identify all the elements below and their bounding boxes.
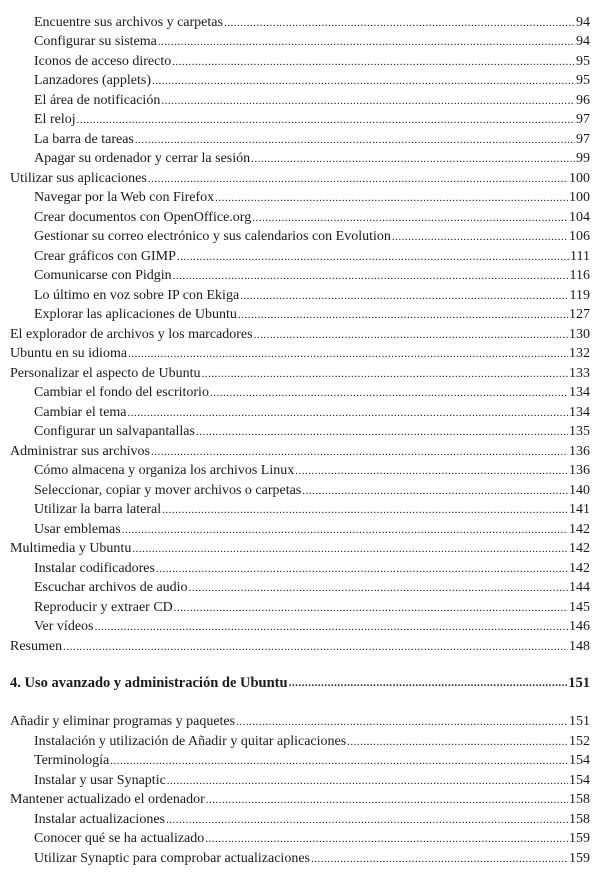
toc-entry-title: Conocer qué se ha actualizado xyxy=(34,831,205,846)
toc-entry-title: Instalación y utilización de Añadir y quitar aplicaciones xyxy=(34,733,347,749)
toc-entry-page-number: 145 xyxy=(569,599,590,615)
toc-entry-page-number: 119 xyxy=(569,287,590,303)
toc-entry-page-number: 154 xyxy=(569,753,590,768)
toc-leader-dots xyxy=(128,405,568,421)
toc-entry-title: Lanzadores (applets) xyxy=(34,73,151,88)
toc-entry-page-number: 154 xyxy=(569,772,590,788)
toc-entry[interactable] xyxy=(0,109,600,129)
toc-entry-page-number: 159 xyxy=(569,850,590,866)
toc-entry-page-number: 142 xyxy=(569,560,590,576)
toc-leader-dots xyxy=(206,792,568,808)
toc-entry-page-number: 97 xyxy=(576,131,590,147)
toc-entry-page-number: 141 xyxy=(569,502,590,517)
toc-entry[interactable] xyxy=(0,167,600,187)
toc-entry-page-number: 134 xyxy=(569,385,590,400)
toc-entry-page-number: 132 xyxy=(569,346,590,361)
toc-leader-dots xyxy=(122,522,568,538)
toc-leader-dots xyxy=(295,463,568,479)
toc-entry-page-number: 127 xyxy=(569,307,590,322)
toc-entry-title: Comunicarse con Pidgin xyxy=(34,268,172,283)
toc-entry-title: La barra de tareas xyxy=(34,131,134,147)
toc-leader-dots xyxy=(151,444,568,460)
toc-entry-page-number: 136 xyxy=(569,443,590,459)
toc-entry-title: Cambiar el fondo del escritorio xyxy=(34,385,209,400)
toc-entry-title: Crear documentos con OpenOffice.org xyxy=(34,209,252,225)
toc-leader-dots xyxy=(95,619,569,635)
toc-entry[interactable] xyxy=(0,479,600,499)
toc-leader-dots xyxy=(311,851,568,867)
toc-entry-page-number: 95 xyxy=(576,53,590,69)
toc-leader-dots xyxy=(156,561,568,577)
toc-entry-page-number: 97 xyxy=(576,112,590,127)
toc-entry-title: Personalizar el aspecto de Ubuntu xyxy=(10,365,201,381)
toc-leader-dots xyxy=(152,73,575,89)
toc-leader-dots xyxy=(162,502,568,518)
toc-leader-dots xyxy=(236,714,568,730)
toc-leader-dots xyxy=(161,93,575,109)
toc-leader-dots xyxy=(240,288,568,304)
toc-entry-title: Reproducir y extraer CD xyxy=(34,599,173,615)
toc-entry[interactable] xyxy=(0,808,600,828)
toc-entry-title: Crear gráficos con GIMP xyxy=(34,248,176,264)
toc-entry-title: Añadir y eliminar programas y paquetes xyxy=(10,714,236,729)
toc-leader-dots xyxy=(177,249,569,265)
toc-leader-dots xyxy=(135,132,575,148)
toc-entry-page-number: 158 xyxy=(569,792,590,807)
toc-entry[interactable] xyxy=(0,596,600,616)
toc-leader-dots xyxy=(302,483,568,499)
toc-leader-dots xyxy=(77,112,575,128)
toc-entry-page-number: 130 xyxy=(569,326,590,342)
toc-entry-title: Administrar sus archivos xyxy=(10,443,150,459)
toc-chapter-title: 4. Uso avanzado y administración de Ubuntu xyxy=(10,674,288,691)
toc-entry-page-number: 152 xyxy=(569,733,590,749)
toc-entry[interactable] xyxy=(0,460,600,480)
toc-leader-dots xyxy=(166,812,568,828)
toc-entry-page-number: 151 xyxy=(569,714,590,729)
toc-entry[interactable] xyxy=(0,750,600,770)
toc-entry-page-number: 94 xyxy=(576,34,590,49)
toc-entry-title: Iconos de acceso directo xyxy=(34,53,172,69)
toc-entry[interactable] xyxy=(0,226,600,246)
toc-entry[interactable] xyxy=(0,577,600,597)
toc-entry-page-number: 142 xyxy=(569,521,590,537)
table-of-contents xyxy=(0,11,600,867)
toc-entry[interactable] xyxy=(0,711,600,731)
toc-entry[interactable] xyxy=(0,828,600,848)
toc-leader-dots xyxy=(148,171,568,187)
toc-entry-title: Cambiar el tema xyxy=(34,404,127,420)
toc-leader-dots xyxy=(252,210,568,226)
toc-entry-page-number: 116 xyxy=(569,268,590,283)
toc-entry-page-number: 140 xyxy=(569,482,590,498)
toc-leader-dots xyxy=(289,675,568,691)
toc-entry-title: Ver vídeos xyxy=(34,619,94,634)
toc-entry-title: Configurar su sistema xyxy=(34,34,157,49)
toc-leader-dots xyxy=(132,541,568,557)
toc-group-chapter-4 xyxy=(0,711,600,867)
toc-entry[interactable] xyxy=(0,70,600,90)
toc-entry[interactable] xyxy=(0,31,600,51)
toc-leader-dots xyxy=(205,831,568,847)
toc-entry-page-number: 104 xyxy=(569,209,590,225)
toc-entry-title: Cómo almacena y organiza los archivos Linux xyxy=(34,463,295,478)
toc-entry[interactable] xyxy=(0,538,600,558)
toc-entry[interactable] xyxy=(0,245,600,265)
toc-entry[interactable] xyxy=(0,440,600,460)
toc-chapter-page-number: 151 xyxy=(568,674,590,691)
toc-entry-title: Navegar por la Web con Firefox xyxy=(34,190,215,205)
toc-entry[interactable] xyxy=(0,499,600,519)
toc-entry-page-number: 158 xyxy=(569,811,590,827)
toc-entry[interactable] xyxy=(0,635,600,655)
toc-entry-page-number: 94 xyxy=(576,14,590,30)
toc-entry-title: Ubuntu en su idioma xyxy=(10,346,128,361)
toc-entry[interactable] xyxy=(0,769,600,789)
toc-leader-dots xyxy=(392,229,568,245)
toc-entry-title: El explorador de archivos y los marcadores xyxy=(10,326,253,342)
toc-entry[interactable] xyxy=(0,382,600,402)
toc-entry-page-number: 99 xyxy=(576,151,590,166)
toc-entry-title: Seleccionar, copiar y mover archivos o carpetas xyxy=(34,482,302,498)
toc-entry-title: Usar emblemas xyxy=(34,521,121,537)
toc-entry-title: Utilizar sus aplicaciones xyxy=(10,170,147,186)
toc-leader-dots xyxy=(196,424,568,440)
toc-entry[interactable] xyxy=(0,128,600,148)
toc-entry[interactable] xyxy=(0,284,600,304)
toc-entry-title: Lo último en voz sobre IP con Ekiga xyxy=(34,287,240,303)
toc-entry[interactable] xyxy=(0,50,600,70)
toc-entry[interactable] xyxy=(0,206,600,226)
toc-entry-page-number: 96 xyxy=(576,92,590,108)
toc-entry[interactable] xyxy=(0,11,600,31)
toc-entry-title: Explorar las aplicaciones de Ubuntu xyxy=(34,307,237,322)
toc-entry[interactable] xyxy=(0,362,600,382)
toc-entry-page-number: 148 xyxy=(569,638,590,654)
toc-leader-dots xyxy=(254,327,568,343)
toc-leader-dots xyxy=(167,773,568,789)
toc-leader-dots xyxy=(224,15,575,31)
toc-entry[interactable] xyxy=(0,265,600,285)
toc-entry-page-number: 106 xyxy=(569,229,590,244)
toc-entry-title: El reloj xyxy=(34,112,76,127)
toc-leader-dots xyxy=(202,366,569,382)
toc-entry[interactable] xyxy=(0,421,600,441)
toc-leader-dots xyxy=(63,639,568,655)
toc-entry-page-number: 135 xyxy=(569,424,590,439)
toc-entry-page-number: 146 xyxy=(569,619,590,634)
toc-entry[interactable] xyxy=(0,518,600,538)
toc-entry[interactable] xyxy=(0,343,600,363)
toc-entry-title: Encuentre sus archivos y carpetas xyxy=(34,14,223,30)
toc-leader-dots xyxy=(347,734,568,750)
toc-leader-dots xyxy=(174,600,568,616)
toc-entry[interactable] xyxy=(0,323,600,343)
toc-entry-page-number: 100 xyxy=(569,190,590,205)
toc-entry-page-number: 134 xyxy=(569,404,590,420)
toc-entry-title: Utilizar la barra lateral xyxy=(34,502,162,517)
toc-entry-page-number: 95 xyxy=(576,73,590,88)
toc-entry-title: Terminología xyxy=(34,753,110,768)
toc-entry-title: Gestionar su correo electrónico y sus calendarios con Evolution xyxy=(34,229,391,244)
toc-entry-page-number: 136 xyxy=(569,463,590,478)
toc-entry-title: Instalar actualizaciones xyxy=(34,811,165,827)
toc-entry-title: El área de notificación xyxy=(34,92,161,108)
toc-entry[interactable] xyxy=(0,847,600,867)
toc-entry-title: Resumen xyxy=(10,638,63,654)
toc-entry[interactable] xyxy=(0,187,600,207)
toc-entry-title: Utilizar Synaptic para comprobar actualizaciones xyxy=(34,850,310,866)
toc-leader-dots xyxy=(128,346,568,362)
toc-entry[interactable] xyxy=(0,401,600,421)
toc-entry-page-number: 111 xyxy=(570,248,590,264)
toc-entry-title: Instalar codificadores xyxy=(34,560,155,576)
toc-entry-title: Instalar y usar Synaptic xyxy=(34,772,166,788)
toc-entry[interactable] xyxy=(0,148,600,168)
toc-leader-dots xyxy=(189,580,568,596)
toc-entry-title: Multimedia y Ubuntu xyxy=(10,541,132,556)
toc-chapter-heading[interactable] xyxy=(0,669,600,691)
toc-entry[interactable] xyxy=(0,789,600,809)
toc-entry-page-number: 142 xyxy=(569,541,590,556)
toc-leader-dots xyxy=(251,151,575,167)
toc-entry-title: Mantener actualizado el ordenador xyxy=(10,792,205,807)
toc-leader-dots xyxy=(158,34,575,50)
toc-entry-title: Apagar su ordenador y cerrar la sesión xyxy=(34,151,251,166)
toc-entry-page-number: 144 xyxy=(569,580,590,595)
toc-entry[interactable] xyxy=(0,557,600,577)
toc-entry[interactable] xyxy=(0,304,600,324)
toc-leader-dots xyxy=(110,753,568,769)
toc-entry-page-number: 159 xyxy=(569,831,590,846)
toc-entry[interactable] xyxy=(0,616,600,636)
toc-entry[interactable] xyxy=(0,89,600,109)
toc-leader-dots xyxy=(215,190,568,206)
toc-group-chapter-3-continued xyxy=(0,11,600,655)
toc-leader-dots xyxy=(210,385,568,401)
toc-leader-dots xyxy=(238,307,568,323)
toc-entry-title: Escuchar archivos de audio xyxy=(34,580,188,595)
toc-entry-page-number: 133 xyxy=(569,365,590,381)
toc-leader-dots xyxy=(173,268,569,284)
toc-entry-title: Configurar un salvapantallas xyxy=(34,424,195,439)
toc-entry[interactable] xyxy=(0,730,600,750)
toc-leader-dots xyxy=(172,54,575,70)
toc-entry-page-number: 100 xyxy=(569,170,590,186)
